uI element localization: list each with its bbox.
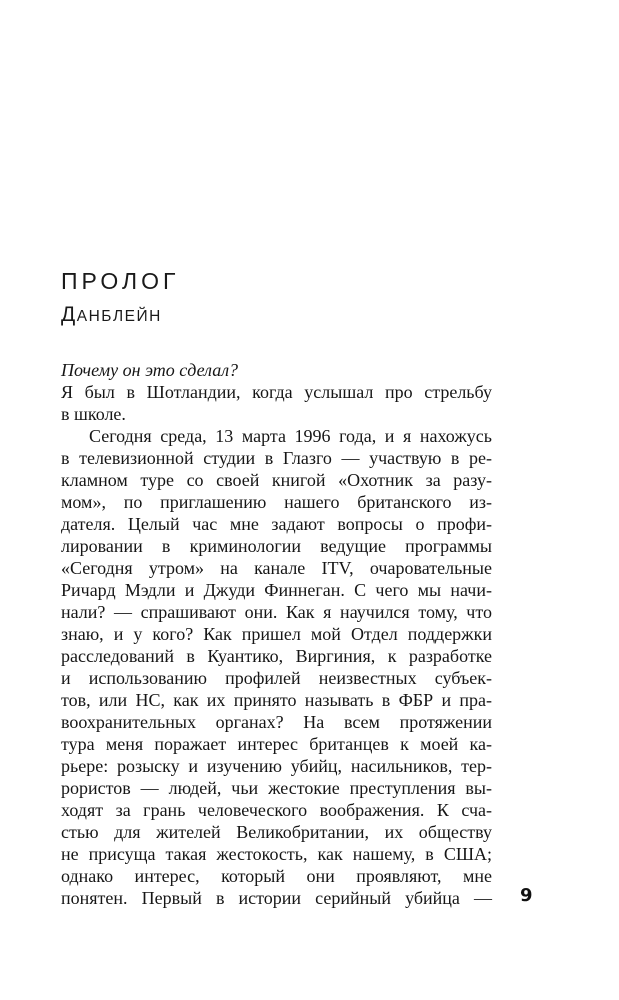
body-line: Сегодня среда, 13 марта 1996 года, и я нахожусь	[89, 426, 492, 446]
body-line: мом», по приглашению нашего британского из-	[61, 492, 492, 512]
chapter-subtitle-initial: Д	[61, 303, 77, 326]
chapter-subtitle	[61, 303, 162, 327]
body-line: Ричард Мэдли и Джуди Финнеган. С чего мы начи-	[61, 580, 492, 600]
body-line: лировании в криминологии ведущие программы	[61, 536, 492, 556]
chapter-subtitle-rest: АНБЛЕЙН	[76, 308, 162, 325]
body-line: в школе.	[61, 404, 126, 424]
body-line: рористов — людей, чьи жестокие преступления вы-	[61, 778, 492, 798]
body-line: тов, или НС, как их принято называть в ФБР и пра-	[61, 690, 492, 710]
body-line: дателя. Целый час мне задают вопросы о профи-	[61, 514, 492, 534]
body-line: понятен. Первый в истории серийный убийца —	[61, 888, 492, 908]
body-line: воохранительных органах? На всем протяжении	[61, 712, 492, 732]
body-line: стью для жителей Великобритании, их обществу	[61, 822, 492, 842]
epigraph-line: Почему он это сделал?	[61, 360, 239, 380]
body-line: рьере: розыску и изучению убийц, насильников, тер-	[61, 756, 492, 776]
body-line: ходят за грань человеческого воображения. К сча-	[61, 800, 492, 820]
text-column	[61, 359, 492, 909]
body-line: не присуща такая жестокость, как нашему, в США;	[61, 844, 492, 864]
body-line: Я был в Шотландии, когда услышал про стрельбу	[61, 382, 492, 402]
body-line: расследований в Куантико, Виргиния, к разработке	[61, 646, 492, 666]
body-line: знаю, и у кого? Как пришел мой Отдел поддержки	[61, 624, 492, 644]
body-line: «Сегодня утром» на канале ITV, очаровательные	[61, 558, 492, 578]
body-line: тура меня поражает интерес британцев к моей ка-	[61, 734, 492, 754]
body-line: однако интерес, который они проявляют, мне	[61, 866, 492, 886]
page-number: 9	[520, 885, 533, 906]
chapter-title: ПРОЛОГ	[61, 268, 180, 294]
body-line: и использованию профилей неизвестных субъек-	[61, 668, 492, 688]
body-line: нали? — спрашивают они. Как я научился тому, что	[61, 602, 492, 622]
body-line: кламном туре со своей книгой «Охотник за разу-	[61, 470, 492, 490]
body-line: в телевизионной студии в Глазго — участвую в ре-	[61, 448, 492, 468]
